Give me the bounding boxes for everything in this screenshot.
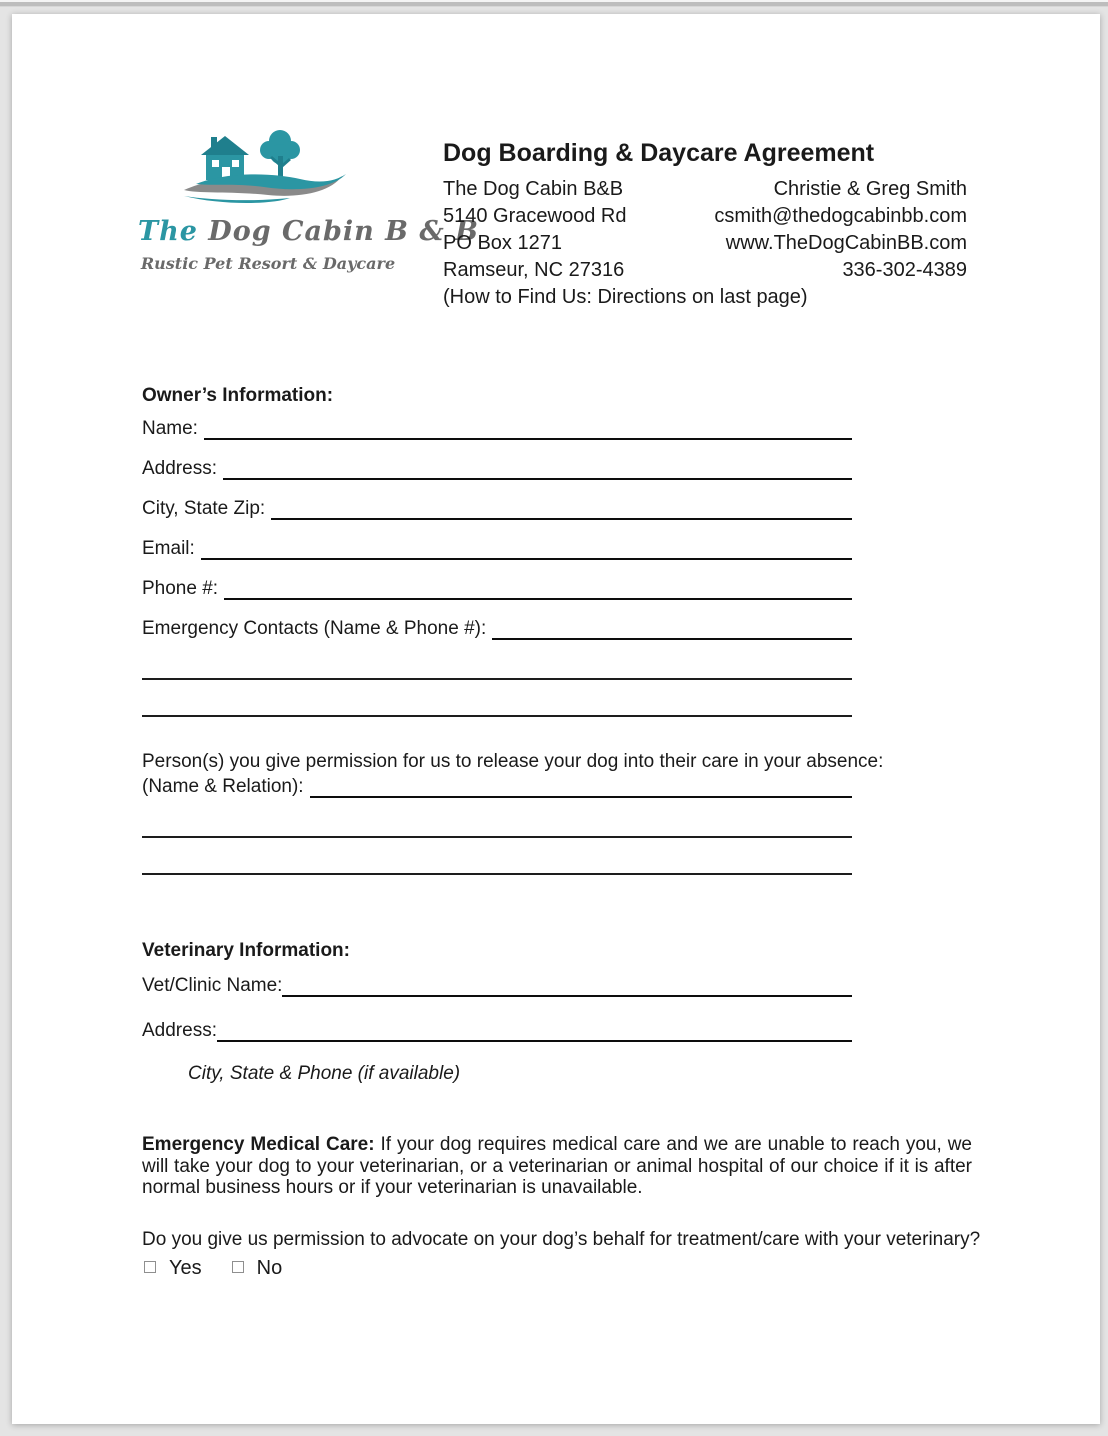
page-title: Dog Boarding & Daycare Agreement — [443, 139, 875, 167]
emergency-contacts-extra-line-2[interactable] — [142, 715, 852, 717]
document-page — [12, 14, 1100, 1424]
logo-wordmark — [138, 216, 479, 247]
emergency-contacts-label: Emergency Contacts (Name & Phone #): — [142, 618, 487, 639]
release-field-group — [142, 768, 852, 798]
logo-word-rest: Dog Cabin B & B — [197, 216, 479, 247]
address-label: Address: — [142, 458, 217, 479]
vet-clinic-name-label: Vet/Clinic Name: — [142, 975, 283, 996]
emergency-contacts-input-line[interactable] — [492, 638, 852, 640]
form-field-row — [142, 400, 852, 440]
form-field-row — [142, 1012, 852, 1042]
form-field-row — [142, 768, 852, 798]
no-checkbox[interactable] — [232, 1261, 244, 1273]
name-input-line[interactable] — [204, 438, 852, 440]
form-field-row — [142, 480, 852, 520]
form-field-row — [142, 440, 852, 480]
name-label: Name: — [142, 418, 198, 439]
yes-checkbox[interactable] — [144, 1261, 156, 1273]
name-relation-label: (Name & Relation): — [142, 776, 304, 797]
phone-input-line[interactable] — [224, 598, 852, 600]
viewer-top-strip — [0, 0, 1108, 7]
logo-word-the: The — [138, 216, 198, 247]
vet-field-group — [142, 967, 852, 997]
advocate-permission-options — [144, 1257, 312, 1280]
owner-fields-group — [142, 400, 852, 640]
emergency-medical-care-paragraph — [142, 1134, 972, 1199]
form-field-row — [142, 520, 852, 560]
email-address: csmith@thedogcabinbb.com — [714, 205, 967, 227]
form-field-row — [142, 600, 852, 640]
vet-field-group — [142, 1012, 852, 1042]
cabin-tree-logo-icon — [180, 126, 350, 214]
emergency-medical-care-lead: Emergency Medical Care: — [142, 1134, 375, 1155]
email-input-line[interactable] — [201, 558, 852, 560]
city-state-zip-input-line[interactable] — [271, 518, 852, 520]
veterinary-information-heading: Veterinary Information: — [142, 940, 350, 961]
release-extra-line-1[interactable] — [142, 836, 852, 838]
email-label: Email: — [142, 538, 195, 559]
form-field-row — [142, 967, 852, 997]
header-row — [443, 257, 967, 284]
street-address: 5140 Gracewood Rd — [443, 205, 627, 227]
owner-information-heading: Owner’s Information: — [142, 385, 334, 406]
emergency-medical-care-body: If your dog requires medical care and we are unable to reach you, we will take your dog to your veterinarian, or a veterinarian or animal hospital of our choice if it is after normal business hours or if your veterinarian is unavailable. — [142, 1134, 973, 1198]
logo-tagline: Rustic Pet Resort & Daycare — [140, 254, 396, 273]
vet-clinic-name-input-line[interactable] — [282, 995, 852, 997]
vet-address-input-line[interactable] — [217, 1040, 852, 1042]
form-field-row — [142, 560, 852, 600]
release-permission-intro: Person(s) you give permission for us to release your dog into their care in your absence: — [142, 751, 884, 772]
release-extra-line-2[interactable] — [142, 873, 852, 875]
cabin-icon — [201, 136, 249, 180]
advocate-permission-question: Do you give us permission to advocate on your dog’s behalf for treatment/care with your veterinary? — [142, 1229, 981, 1250]
header-row — [443, 230, 967, 257]
owners-names: Christie & Greg Smith — [773, 178, 967, 200]
no-option[interactable] — [232, 1257, 283, 1280]
header-row — [443, 176, 967, 203]
emergency-contacts-extra-line-1[interactable] — [142, 678, 852, 680]
directions-note: (How to Find Us: Directions on last page) — [443, 286, 808, 308]
po-box: PO Box 1271 — [443, 232, 562, 254]
document-header — [443, 138, 967, 311]
header-row — [443, 203, 967, 230]
yes-option[interactable] — [144, 1257, 202, 1280]
website-url: www.TheDogCabinBB.com — [725, 232, 967, 254]
vet-address-label: Address: — [142, 1020, 217, 1041]
tree-icon — [260, 130, 300, 180]
phone-label: Phone #: — [142, 578, 219, 599]
business-name: The Dog Cabin B&B — [443, 178, 624, 200]
city-state-zip-label: City, State Zip: — [142, 498, 266, 519]
city-state-zip: Ramseur, NC 27316 — [443, 259, 625, 281]
address-input-line[interactable] — [223, 478, 852, 480]
vet-address-hint: City, State & Phone (if available) — [188, 1063, 461, 1084]
phone-number: 336-302-4389 — [842, 259, 967, 281]
name-relation-input-line[interactable] — [310, 796, 852, 798]
no-option-label: No — [256, 1257, 283, 1279]
yes-option-label: Yes — [169, 1257, 202, 1279]
